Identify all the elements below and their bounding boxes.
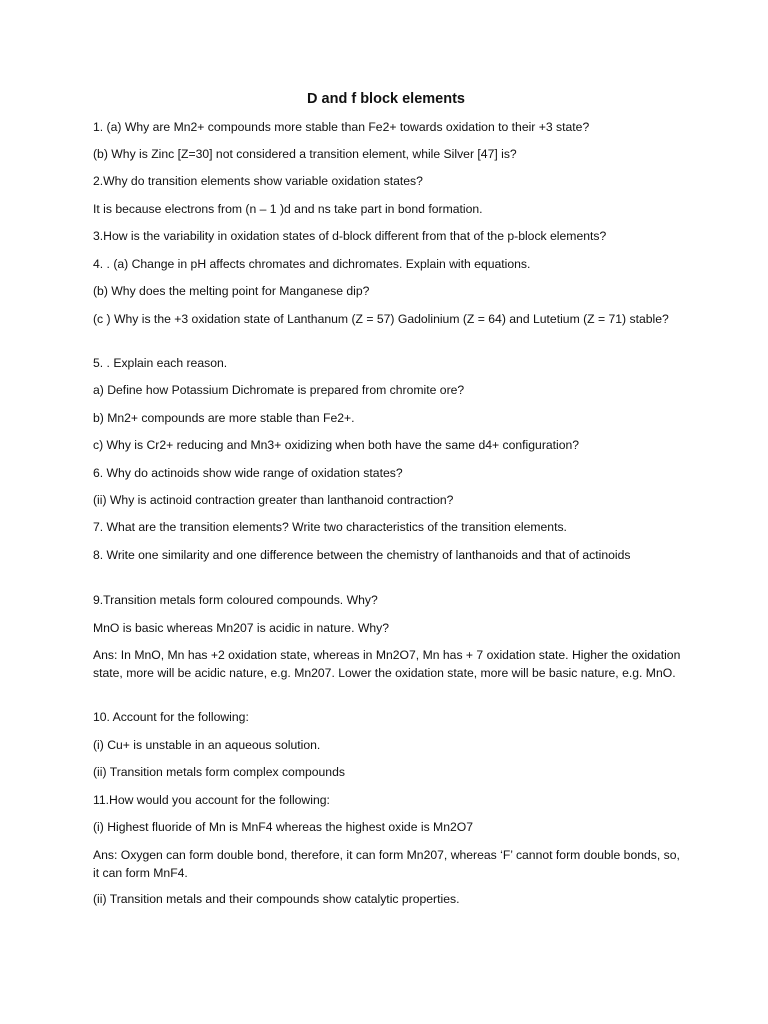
line-q2-answer: It is because electrons from (n – 1 )d and ns take part in bond formation. <box>93 202 483 216</box>
line-q10-ii: (ii) Transition metals form complex compounds <box>93 765 345 779</box>
line-q6: 6. Why do actinoids show wide range of oxidation states? <box>93 466 403 480</box>
line-q1b: (b) Why is Zinc [Z=30] not considered a transition element, while Silver [47] is? <box>93 147 517 161</box>
line-q11-ii: (ii) Transition metals and their compounds show catalytic properties. <box>93 892 460 906</box>
line-q5: 5. . Explain each reason. <box>93 356 228 370</box>
line-q6-ii: (ii) Why is actinoid contraction greater than lanthanoid contraction? <box>93 493 454 507</box>
line-q8: 8. Write one similarity and one difference between the chemistry of lanthanoids and that of actinoids <box>93 548 631 562</box>
line-q11-answer: Ans: Oxygen can form double bond, therefore, it can form Mn207, whereas ‘F’ cannot form double bonds, so, it can form MnF4. <box>93 848 680 880</box>
line-q10: 10. Account for the following: <box>93 710 249 724</box>
line-q4a: 4. . (a) Change in pH affects chromates and dichromates. Explain with equations. <box>93 257 531 271</box>
line-q2: 2.Why do transition elements show variable oxidation states? <box>93 174 423 188</box>
line-q10-i: (i) Cu+ is unstable in an aqueous solution. <box>93 738 321 752</box>
line-q5c: c) Why is Cr2+ reducing and Mn3+ oxidizing when both have the same d4+ configuration? <box>93 438 580 452</box>
line-q9-sub: MnO is basic whereas Mn207 is acidic in nature. Why? <box>93 621 390 635</box>
line-q9: 9.Transition metals form coloured compounds. Why? <box>93 593 378 607</box>
line-q9-answer: Ans: In MnO, Mn has +2 oxidation state, whereas in Mn2O7, Mn has + 7 oxidation state. Higher the oxidation state, more will be acidic nature, e.g. Mn207. Lower the oxidation state, more will be basic nature, e.g. MnO. <box>93 648 681 680</box>
line-q11: 11.How would you account for the following: <box>93 793 330 807</box>
line-q4c: (c ) Why is the +3 oxidation state of Lanthanum (Z = 57) Gadolinium (Z = 64) and Lutetium (Z = 71) stable? <box>93 312 669 326</box>
line-q7: 7. What are the transition elements? Write two characteristics of the transition elements. <box>93 520 567 534</box>
line-q4b: (b) Why does the melting point for Manganese dip? <box>93 284 370 298</box>
line-q5a: a) Define how Potassium Dichromate is prepared from chromite ore? <box>93 383 465 397</box>
line-q1a: 1. (a) Why are Mn2+ compounds more stable than Fe2+ towards oxidation to their +3 state? <box>93 120 590 134</box>
line-q3: 3.How is the variability in oxidation states of d-block different from that of the p-block elements? <box>93 229 607 243</box>
line-q5b: b) Mn2+ compounds are more stable than Fe2+. <box>93 411 355 425</box>
document-title: D and f block elements <box>307 91 465 107</box>
line-q11-i: (i) Highest fluoride of Mn is MnF4 whereas the highest oxide is Mn2O7 <box>93 820 474 834</box>
